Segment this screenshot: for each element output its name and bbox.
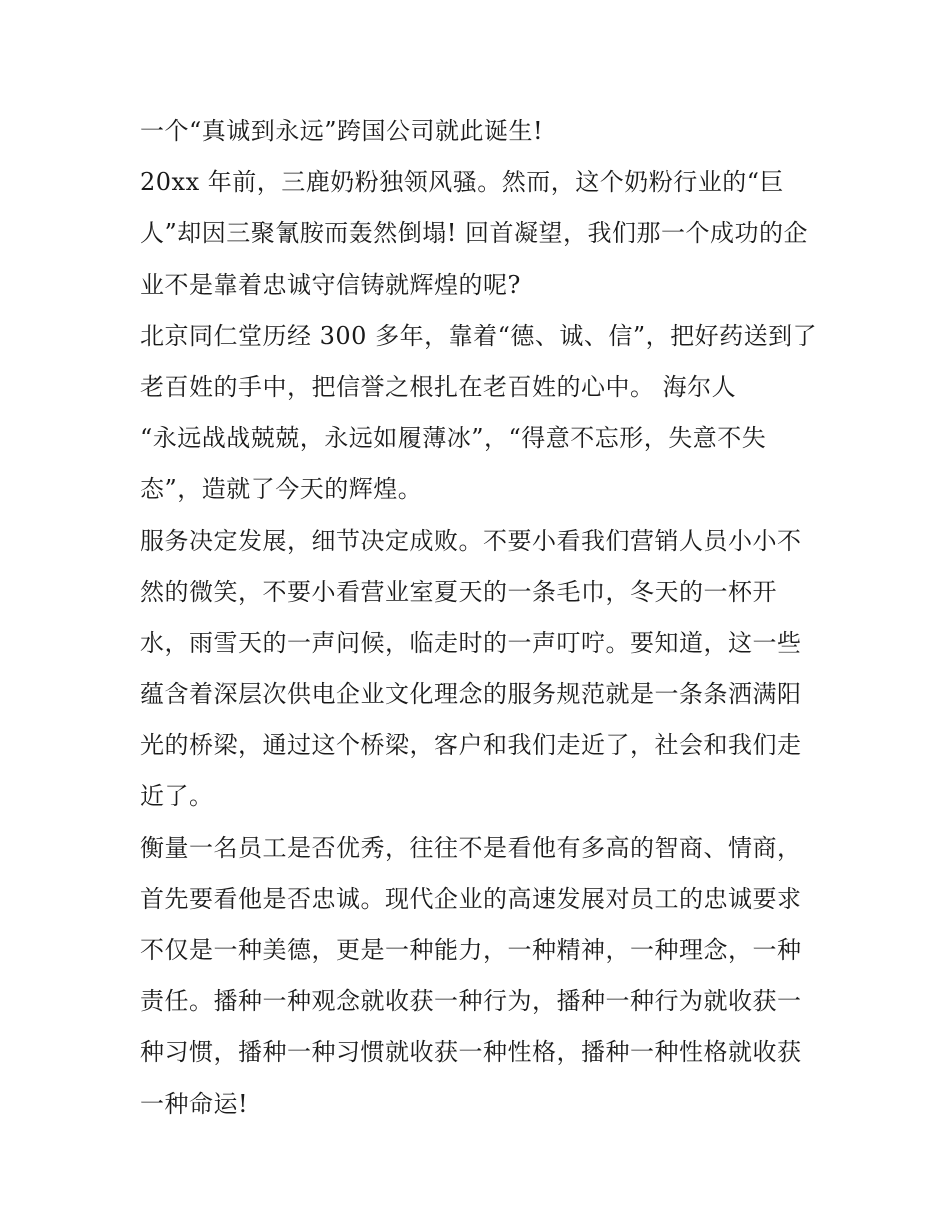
text-line: 态”，造就了今天的辉煌。 [140, 475, 423, 504]
text-line: 业不是靠着忠诚守信铸就辉煌的呢? [140, 270, 521, 299]
text-line: 服务决定发展，细节决定成败。不要小看我们营销人员小小不 [140, 526, 802, 555]
text-line: 老百姓的手中，把信誉之根扎在老百姓的心中。 海尔人 [140, 372, 737, 401]
text-line: “永远战战兢兢，永远如履薄冰”，“得意不忘形，失意不失 [140, 424, 767, 453]
text-line: 责任。播种一种观念就收获一种行为，播种一种行为就收获一 [140, 987, 802, 1016]
text-line: 水，雨雪天的一声问候，临走时的一声叮咛。要知道，这一些 [140, 628, 802, 657]
text-line: 近了。 [140, 782, 214, 811]
text-line: 一个“真诚到永远”跨国公司就此诞生! [140, 117, 544, 145]
text-line: 衡量一名员工是否优秀，往往不是看他有多高的智商、情商， [140, 833, 802, 862]
text-line: 一种命运! [140, 1089, 249, 1118]
text-line: 光的桥梁，通过这个桥梁，客户和我们走近了，社会和我们走 [140, 731, 802, 760]
text-line: 北京同仁堂历经 300 多年，靠着“德、诚、信”，把好药送到了 [140, 321, 818, 350]
text-line: 20xx 年前，三鹿奶粉独领风骚。然而，这个奶粉行业的“巨 [140, 168, 785, 197]
text-line: 首先要看他是否忠诚。现代企业的高速发展对员工的忠诚要求 [140, 884, 802, 913]
document-body [140, 106, 820, 1130]
text-line: 蕴含着深层次供电企业文化理念的服务规范就是一条条洒满阳 [140, 680, 802, 709]
text-line: 人”却因三聚氰胺而轰然倒塌! 回首凝望，我们那一个成功的企 [140, 219, 809, 248]
text-line: 然的微笑，不要小看营业室夏天的一条毛巾，冬天的一杯开 [140, 577, 777, 606]
text-line: 种习惯，播种一种习惯就收获一种性格，播种一种性格就收获 [140, 1038, 802, 1067]
text-line: 不仅是一种美德，更是一种能力，一种精神，一种理念，一种 [140, 936, 802, 964]
